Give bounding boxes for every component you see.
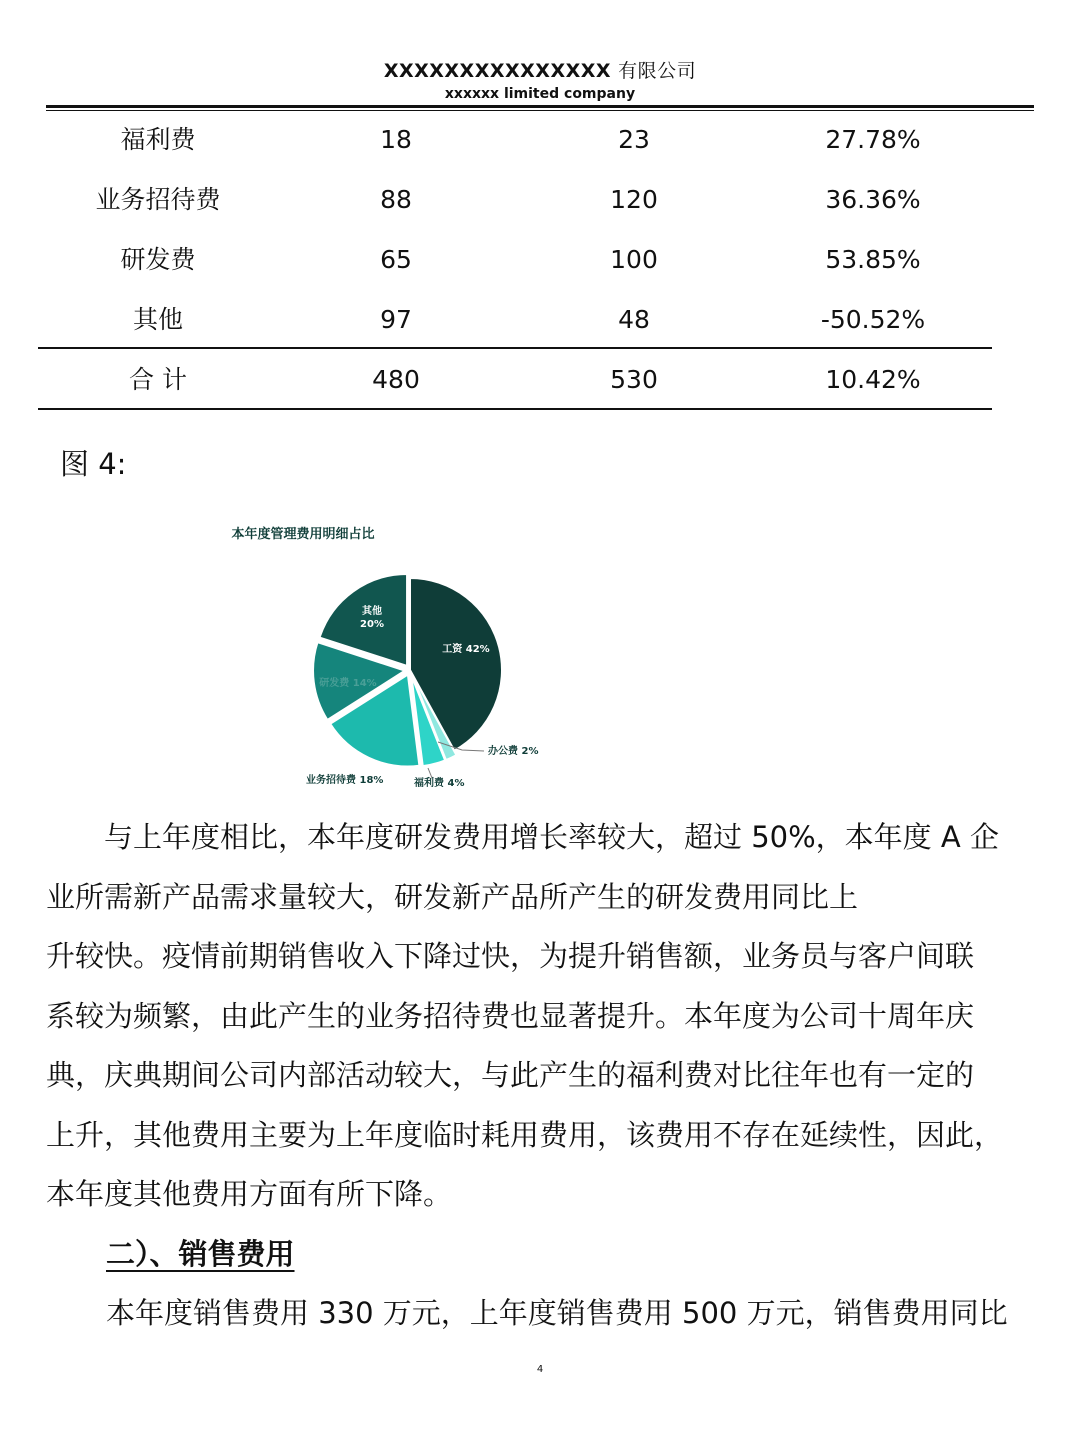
company-name bbox=[0, 56, 1080, 83]
table-cell-prev: 97 bbox=[380, 305, 412, 334]
paragraph-line: 业所需新产品需求量较大，研发新产品所产生的研发费用同比上 bbox=[46, 879, 859, 914]
section-text-line: 本年度销售费用 330 万元，上年度销售费用 500 万元，销售费用同比 bbox=[106, 1296, 1008, 1330]
paragraph-line: 上升，其他费用主要为上年度临时耗用费用，该费用不存在延续性，因此， bbox=[46, 1117, 1004, 1152]
page-number: 4 bbox=[536, 1364, 544, 1375]
pie-label-研发费: 研发费 14% bbox=[319, 678, 377, 689]
figure-label: 图 4: bbox=[60, 447, 127, 481]
section-heading: 二）、销售费用 bbox=[106, 1237, 295, 1271]
table-cell-prev: 18 bbox=[380, 125, 412, 154]
leader-line bbox=[428, 768, 432, 778]
table-cell-prev: 88 bbox=[380, 185, 412, 214]
table-cell-item: 业务招待费 bbox=[95, 185, 221, 214]
table-cell-prev: 65 bbox=[380, 245, 412, 274]
chart-title: 本年度管理费用明细占比 bbox=[231, 527, 375, 542]
company-name-cn: 有限公司 bbox=[618, 60, 697, 82]
header-rule bbox=[46, 105, 1034, 108]
table-cell-rate: 53.85% bbox=[825, 245, 921, 274]
table-cell-rate: -50.52% bbox=[820, 305, 926, 334]
table-rule-total-top bbox=[38, 347, 992, 349]
paragraph-line: 系较为频繁，由此产生的业务招待费也显著提升。本年度为公司十周年庆 bbox=[46, 998, 975, 1033]
paragraph-line: 升较快。疫情前期销售收入下降过快，为提升销售额，业务员与客户间联 bbox=[46, 939, 975, 973]
pie-label-业务招待费: 业务招待费 18% bbox=[306, 775, 384, 786]
table-cell-total-rate: 10.42% bbox=[825, 365, 921, 394]
pie-label-其他: 其他 20% bbox=[360, 606, 384, 630]
pie-label-办公费: 办公费 2% bbox=[488, 746, 539, 757]
table-cell-total-label: 合 计 bbox=[129, 365, 187, 394]
paragraph-line: 本年度其他费用方面有所下降。 bbox=[46, 1177, 453, 1211]
table-cell-total-prev: 480 bbox=[372, 365, 420, 394]
analysis-paragraph bbox=[46, 808, 1034, 1225]
table-total-row bbox=[38, 350, 992, 410]
table-row bbox=[38, 110, 992, 170]
pie-label-福利费: 福利费 4% bbox=[414, 778, 465, 789]
table-cell-curr: 100 bbox=[610, 245, 658, 274]
company-subtitle: xxxxxx limited company bbox=[444, 86, 636, 102]
table-cell-curr: 48 bbox=[618, 305, 650, 334]
paragraph-line: 与上年度相比，本年度研发费用增长率较大，超过 50%，本年度 A 企 bbox=[104, 820, 999, 854]
table-rule-bottom bbox=[38, 408, 992, 410]
pie-label-工资: 工资 42% bbox=[442, 644, 490, 655]
table-cell-curr: 120 bbox=[610, 185, 658, 214]
table-cell-item: 福利费 bbox=[120, 125, 196, 154]
table-cell-rate: 36.36% bbox=[825, 185, 921, 214]
table-row bbox=[38, 290, 992, 350]
table-cell-rate: 27.78% bbox=[825, 125, 921, 154]
pie-chart bbox=[200, 510, 620, 810]
table-cell-total-curr: 530 bbox=[610, 365, 658, 394]
table-cell-item: 研发费 bbox=[120, 245, 196, 274]
company-name-en: XXXXXXXXXXXXXXX bbox=[383, 60, 612, 82]
table-row bbox=[38, 170, 992, 230]
table-cell-item: 其他 bbox=[132, 305, 183, 334]
table-row bbox=[38, 230, 992, 290]
table-cell-curr: 23 bbox=[618, 125, 650, 154]
paragraph-line: 典，庆典期间公司内部活动较大，与此产生的福利费对比往年也有一定的 bbox=[46, 1058, 975, 1092]
section-text bbox=[106, 1284, 1034, 1344]
